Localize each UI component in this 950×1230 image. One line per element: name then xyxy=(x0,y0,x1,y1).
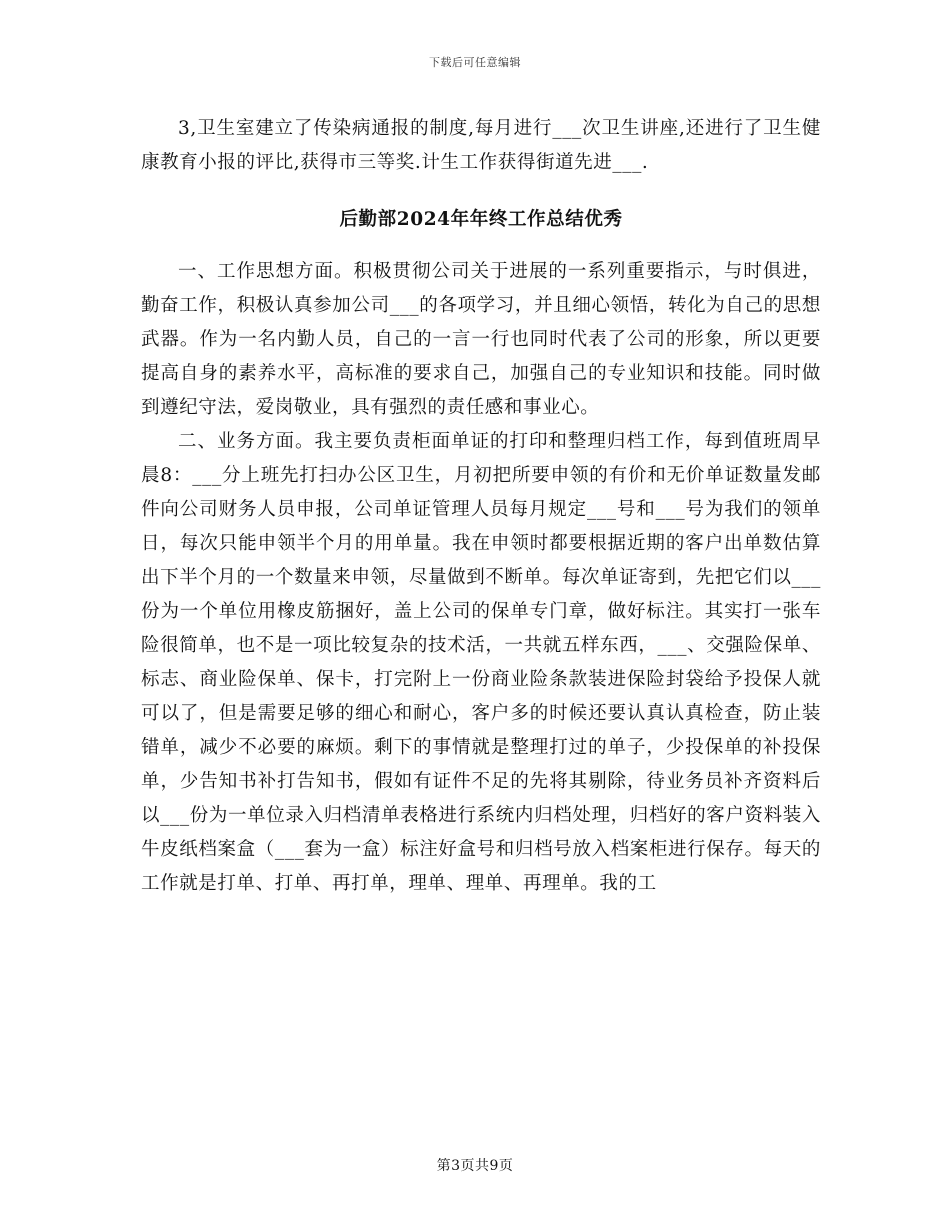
intro-paragraph: 3,卫生室建立了传染病通报的制度,每月进行___次卫生讲座,还进行了卫生健康教育小报的评比,获得市三等奖.计生工作获得街道先进___. xyxy=(141,118,821,173)
section-paragraph-business: 二、业务方面。我主要负责柜面单证的打印和整理归档工作，每到值班周早晨8：___分上班先打扫办公区卫生，月初把所要申领的有价和无价单证数量发邮件向公司财务人员申报，公司单证管理人员每月规定___号和___号为我们的领单日，每次只能申领半个月的用单量。我在申领时都要根据近期的客户出单数估算出下半个月的一个数量来申领，尽量做到不断单。每次单证寄到，先把它们以___份为一个单位用橡皮筋捆好，盖上公司的保单专门章，做好标注。其实打一张车险很简单，也不是一项比较复杂的技术活，一共就五样东西，___、交强险保单、标志、商业险保单、保卡，打完附上一份商业险条款装进保险封袋给予投保人就可以了，但是需要足够的细心和耐心，客户多的时候还要认真认真检查，防止装错单，减少不必要的麻烦。剩下的事情就是整理打过的单子，少投保单的补投保单，少告知书补打告知书，假如有证件不足的先将其剔除，待业务员补齐资料后以___份为一单位录入归档清单表格进行系统内归档处理，归档好的客户资料装入牛皮纸档案盒（___套为一盒）标注好盒号和归档号放入档案柜进行保存。每天的工作就是打单、打单、再打单，理单、理单、再理单。我的工 xyxy=(141,431,821,894)
section-paragraph-thinking: 一、工作思想方面。积极贯彻公司关于进展的一系列重要指示，与时俱进，勤奋工作，积极认真参加公司___的各项学习，并且细心领悟，转化为自己的思想武器。作为一名内勤人员，自己的一言一行也同时代表了公司的形象，所以更要提高自身的素养水平，高标准的要求自己，加强自己的专业知识和技能。同时做到遵纪守法，爱岗敬业，具有强烈的责任感和事业心。 xyxy=(141,261,821,418)
header-note: 下载后可任意编辑 xyxy=(429,56,521,69)
page-indicator: 第3页共9页 xyxy=(436,1158,514,1174)
document-body xyxy=(141,112,821,901)
document-title: 后勤部2024年年终工作总结优秀 xyxy=(339,209,623,230)
